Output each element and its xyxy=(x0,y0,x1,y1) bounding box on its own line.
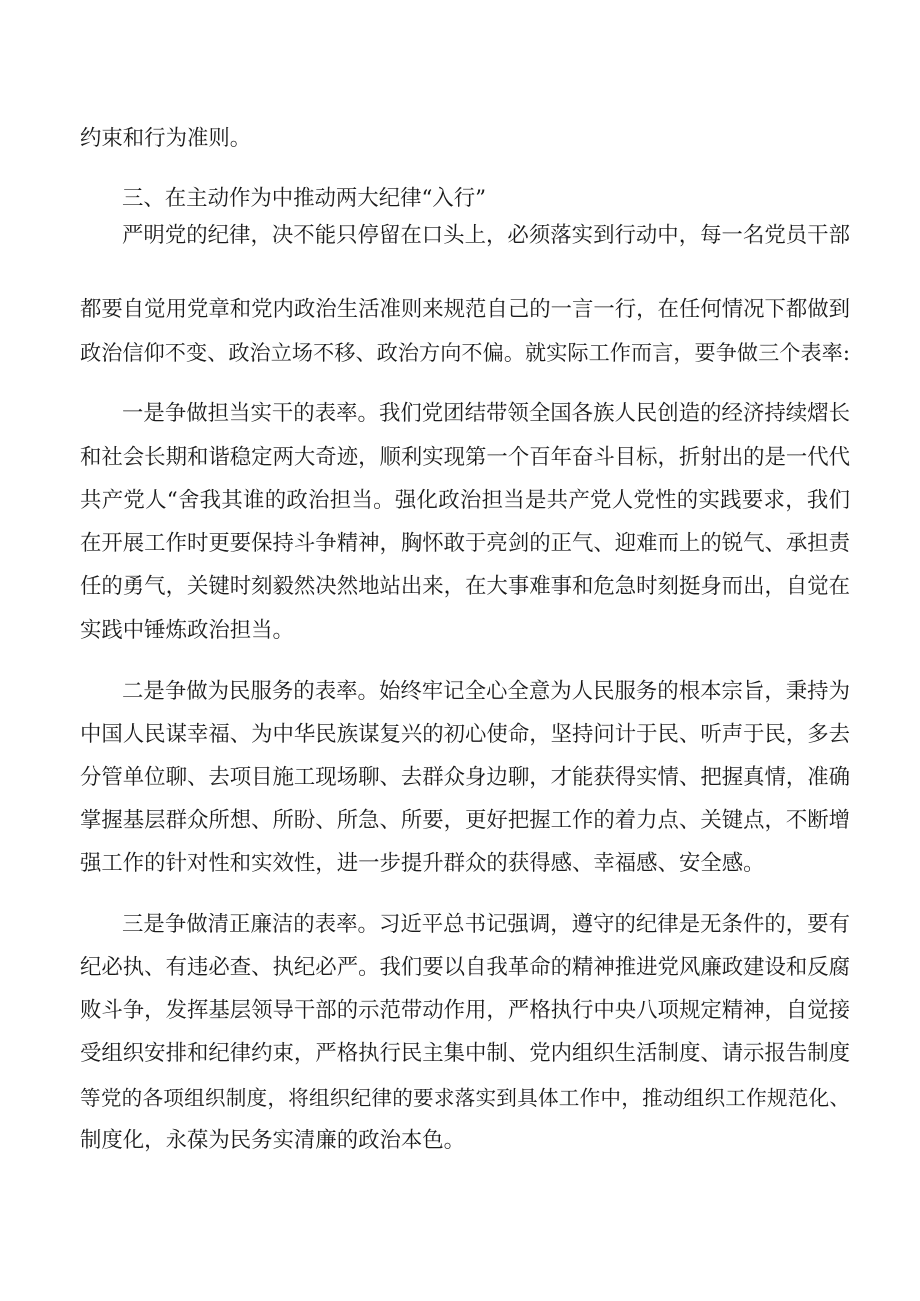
paragraph-line: 在开展工作时更要保持斗争精神，胸怀敢于亮剑的正气、迎难而上的锐气、承担责 xyxy=(80,531,851,556)
paragraph-line: 一是争做担当实干的表率。我们党团结带领全国各族人民创造的经济持续熠长 xyxy=(122,401,850,426)
paragraph-line: 掌握基层群众所想、所盼、所急、所要，更好把握工作的着力点、关键点，不断增 xyxy=(80,808,851,833)
paragraph-line: 受组织安排和纪律约束，严格执行民主集中制、党内组织生活制度、请示报告制度 xyxy=(80,1041,851,1066)
paragraph-line: 等党的各项组织制度，将组织纪律的要求落实到具体工作中，推动组织工作规范化、 xyxy=(80,1086,850,1110)
paragraph-line: 败斗争，发挥基层领导干部的示范带动作用，严格执行中央八项规定精神，自觉接 xyxy=(80,998,851,1023)
paragraph-line: 中国人民谋幸福、为中华民族谋复兴的初心使命，坚持问计于民、听声于民，多去 xyxy=(80,722,851,747)
paragraph-line: 都要自觉用党章和党内政治生活准则来规范自己的一言一行，在任何情况下都做到 xyxy=(80,297,851,322)
paragraph-line: 分管单位聊、去项目施工现场聊、去群众身边聊，才能获得实情、把握真情，准确 xyxy=(80,765,851,790)
paragraph-line: 实践中锤炼政治担当。 xyxy=(80,618,294,643)
paragraph-line: 和社会长期和谐稳定两大奇迹，顺利实现第一个百年奋斗目标，折射出的是一代代 xyxy=(80,445,851,470)
paragraph-line: 共产党人“舍我其谁的政治担当。强化政治担当是共产党人党性的实践要求，我们 xyxy=(80,488,850,513)
paragraph-line: 纪必执、有违必查、执纪必严。我们要以自我革命的精神推进党风廉政建设和反腐 xyxy=(80,955,851,980)
paragraph-line: 强工作的针对性和实效性，进一步提升群众的获得感、幸福感、安全感。 xyxy=(80,851,765,876)
paragraph-line: 制度化，永葆为民务实清廉的政治本色。 xyxy=(80,1128,466,1153)
paragraph-line: 政治信仰不变、政治立场不移、政治方向不偏。就实际工作而言，要争做三个表率: xyxy=(80,340,850,365)
carryover-line: 约束和行为准则。 xyxy=(80,126,252,151)
paragraph-line: 任的勇气，关键时刻毅然决然地站出来，在大事难事和危急时刻挺身而出，自觉在 xyxy=(80,574,851,599)
paragraph-line: 二是争做为民服务的表率。始终牢记全心全意为人民服务的根本宗旨，秉持为 xyxy=(122,679,850,704)
paragraph-line: 三是争做清正廉洁的表率。习近平总书记强调，遵守的纪律是无条件的，要有 xyxy=(122,912,850,937)
paragraph-line: 严明党的纪律，决不能只停留在口头上，必须落实到行动中，每一名党员干部 xyxy=(122,223,850,248)
section-heading: 三、在主动作为中推动两大纪律“入行” xyxy=(122,186,487,211)
